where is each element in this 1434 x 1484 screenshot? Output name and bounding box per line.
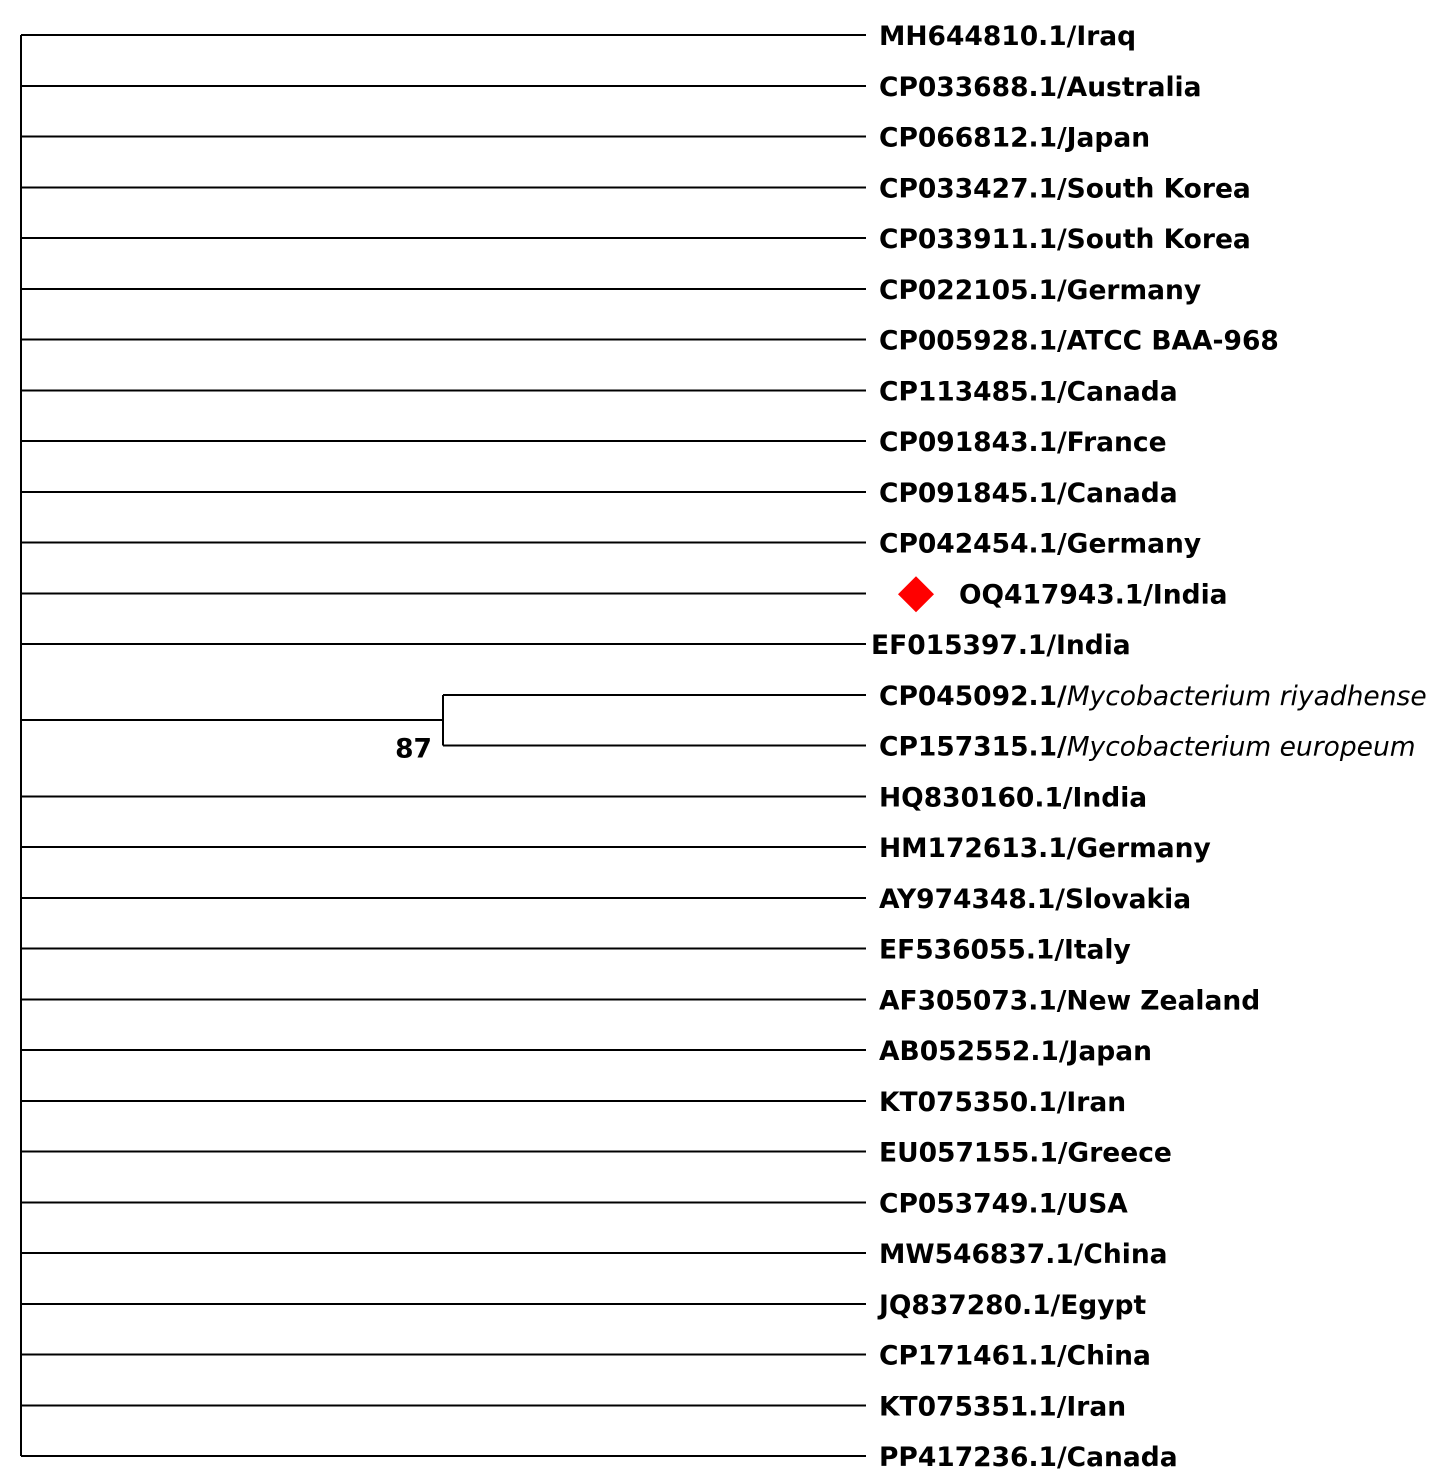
leaf-label: CP022105.1/Germany [879, 274, 1202, 306]
leaf-label: CP033427.1/South Korea [879, 173, 1251, 205]
leaf-label: CP053749.1/USA [879, 1188, 1128, 1220]
leaf-label: CP066812.1/Japan [879, 122, 1151, 154]
species-name: Mycobacterium europeum [1066, 731, 1416, 763]
leaf-label: CP091843.1/France [879, 427, 1167, 458]
leaf-label: JQ837280.1/Egypt [879, 1289, 1147, 1321]
leaf-label: CP113485.1/Canada [879, 376, 1178, 408]
leaf-label: KT075350.1/Iran [879, 1086, 1127, 1118]
leaf-label: AF305073.1/New Zealand [879, 985, 1261, 1017]
leaf-label: EF536055.1/Italy [879, 934, 1131, 966]
leaf-label: CP157315.1/Mycobacterium europeum [879, 731, 1416, 763]
leaf-label: CP005928.1/ATCC BAA-968 [879, 325, 1279, 357]
leaf-label: EU057155.1/Greece [879, 1137, 1172, 1169]
leaf-label: CP045092.1/Mycobacterium riyadhense [879, 680, 1427, 712]
leaf-label: EF015397.1/India [871, 630, 1131, 661]
leaf-label: AY974348.1/Slovakia [879, 883, 1192, 915]
leaf-label: CP042454.1/Germany [879, 528, 1202, 560]
leaf-label: CP033911.1/South Korea [879, 224, 1251, 255]
species-name: Mycobacterium riyadhense [1066, 680, 1427, 712]
leaf-label: OQ417943.1/India [959, 579, 1228, 611]
leaf-label: HM172613.1/Germany [879, 833, 1211, 864]
highlight-diamond-icon [898, 576, 934, 612]
leaf-label: PP417236.1/Canada [879, 1442, 1178, 1473]
leaf-label: CP091845.1/Canada [879, 477, 1178, 509]
leaf-label: AB052552.1/Japan [879, 1036, 1152, 1067]
leaf-label: HQ830160.1/India [879, 782, 1148, 814]
bootstrap-value: 87 [395, 733, 432, 765]
leaf-label: MW546837.1/China [879, 1239, 1168, 1270]
leaf-label: KT075351.1/Iran [879, 1391, 1127, 1423]
leaf-label: CP171461.1/China [879, 1340, 1151, 1372]
leaf-label: CP033688.1/Australia [879, 71, 1202, 103]
leaf-label: MH644810.1/Iraq [879, 21, 1137, 52]
